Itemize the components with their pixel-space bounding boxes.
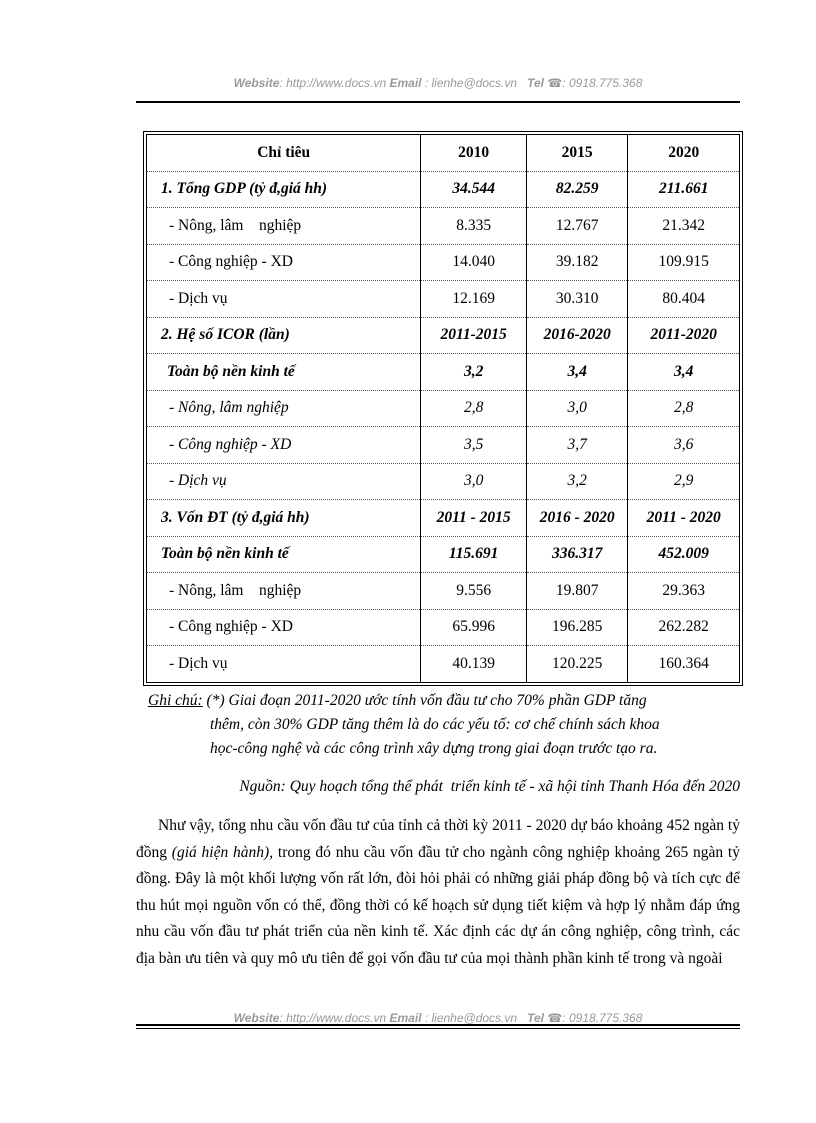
row-label: - Nông, lâm nghiệp [147,390,421,427]
column-header: 2010 [421,135,527,172]
cell: 2,9 [628,463,740,500]
note-line-2: thêm, còn 30% GDP tăng thêm là do các yếu tố: cơ chế chính sách khoa [210,716,660,733]
row-label: - Dịch vụ [147,281,421,318]
cell: 2011 - 2020 [628,500,740,537]
cell: 336.317 [526,536,628,573]
tel-value: : 0918.775.368 [562,1011,643,1025]
website-label: Website [233,76,280,90]
cell: 9.556 [421,573,527,610]
cell: 8.335 [421,208,527,245]
table-row [147,427,740,464]
economic-indicators-table [146,134,740,683]
cell: 3,6 [628,427,740,464]
row-label: - Dịch vụ [147,463,421,500]
cell: 3,7 [526,427,628,464]
cell: 29.363 [628,573,740,610]
cell: 14.040 [421,244,527,281]
note-line-3: học-công nghệ và các công trình xây dựng trong giai đoạn trước tạo ra. [210,740,658,757]
table-row [147,500,740,537]
email-value: : lienhe@docs.vn [421,76,518,90]
row-label: - Nông, lâm nghiệp [147,208,421,245]
table-row [147,536,740,573]
email-label: Email [389,1011,422,1025]
cell: 34.544 [421,171,527,208]
row-label: - Công nghiệp - XD [147,609,421,646]
phone-icon: ☎ [547,76,563,90]
cell: 211.661 [628,171,740,208]
table-row [147,354,740,391]
cell: 262.282 [628,609,740,646]
cell: 3,4 [526,354,628,391]
cell: 452.009 [628,536,740,573]
cell: 2011-2015 [421,317,527,354]
table-note [148,689,742,761]
column-header: 2015 [526,135,628,172]
source-citation: Nguồn: Quy hoạch tổng thể phát triển kinh tế - xã hội tỉnh Thanh Hóa đến 2020 [239,778,740,795]
cell: 3,4 [628,354,740,391]
cell: 3,2 [526,463,628,500]
cell: 21.342 [628,208,740,245]
table-row [147,573,740,610]
cell: 196.285 [526,609,628,646]
cell: 2,8 [628,390,740,427]
cell: 2011 - 2015 [421,500,527,537]
row-label: 1. Tổng GDP (tỷ đ,giá hh) [147,171,421,208]
row-label: 3. Vốn ĐT (tỷ đ,giá hh) [147,500,421,537]
tel-label: Tel [527,76,544,90]
tel-label: Tel [527,1011,544,1025]
row-label: - Nông, lâm nghiệp [147,573,421,610]
cell: 12.767 [526,208,628,245]
table-row [147,646,740,683]
cell: 82.259 [526,171,628,208]
row-label: Toàn bộ nền kinh tế [147,536,421,573]
table-row [147,609,740,646]
table-row [147,244,740,281]
cell: 160.364 [628,646,740,683]
cell: 19.807 [526,573,628,610]
row-label: - Công nghiệp - XD [147,427,421,464]
table-row [147,171,740,208]
cell: 3,0 [421,463,527,500]
cell: 3,5 [421,427,527,464]
row-label: 2. Hệ số ICOR (lần) [147,317,421,354]
note-line-1: (*) Giai đoạn 2011-2020 ước tính vốn đầu tư cho 70% phần GDP tăng [202,692,647,709]
cell: 65.996 [421,609,527,646]
email-value: : lienhe@docs.vn [421,1011,518,1025]
cell: 3,0 [526,390,628,427]
body-text [136,813,740,972]
cell: 3,2 [421,354,527,391]
column-header: 2020 [628,135,740,172]
cell: 2016 - 2020 [526,500,628,537]
paragraph [136,813,740,972]
page-footer [136,1011,740,1025]
table-header-row [147,135,740,172]
header-rule [136,101,740,103]
cell: 2,8 [421,390,527,427]
website-value: : http://www.docs.vn [279,76,387,90]
cell: 39.182 [526,244,628,281]
row-label: Toàn bộ nền kinh tế [147,354,421,391]
table-row [147,463,740,500]
cell: 109.915 [628,244,740,281]
cell: 120.225 [526,646,628,683]
paragraph-part: Như vậy, tổng nhu cầu vốn đầu tư của tỉnh cả thời kỳ 2011 - 2020 dự báo khoảng 452 ngàn tỷ đồng [136,817,740,861]
table-row [147,317,740,354]
cell: 12.169 [421,281,527,318]
website-value: : http://www.docs.vn [279,1011,387,1025]
note-lead: Ghi chú: [148,692,203,709]
page-header [136,76,740,90]
phone-icon: ☎ [547,1011,563,1025]
tel-value: : 0918.775.368 [562,76,643,90]
footer-rule-thin [136,1028,740,1029]
cell: 30.310 [526,281,628,318]
table-row [147,390,740,427]
column-header: Chỉ tiêu [147,135,421,172]
paragraph-part: , trong đó nhu cầu vốn đầu tử cho ngành công nghiệp khoảng 265 ngàn tỷ đồng. Đây là một khối lượng vốn rất lớn, đòi hỏi phải có những giải pháp đồng bộ và tích cực để thu hút mọi nguồn vốn có thể, đồng thời có kế hoạch sử dụng tiết kiệm và hợp lý nhằm đáp ứng nhu cầu vốn đầu tư phát triển của nền kinh tế. Xác định các dự án công nghiệp, công trình, các địa bàn ưu tiên và quy mô ưu tiên để gọi vốn đầu tư của mọi thành phần kinh tế trong và ngoài [136,843,740,967]
cell: 2016-2020 [526,317,628,354]
table-row [147,281,740,318]
cell: 115.691 [421,536,527,573]
website-label: Website [233,1011,280,1025]
row-label: - Dịch vụ [147,646,421,683]
table-row [147,208,740,245]
cell: 80.404 [628,281,740,318]
cell: 40.139 [421,646,527,683]
row-label: - Công nghiệp - XD [147,244,421,281]
cell: 2011-2020 [628,317,740,354]
paragraph-emphasis: (giá hiện hành) [171,843,270,861]
email-label: Email [389,76,422,90]
